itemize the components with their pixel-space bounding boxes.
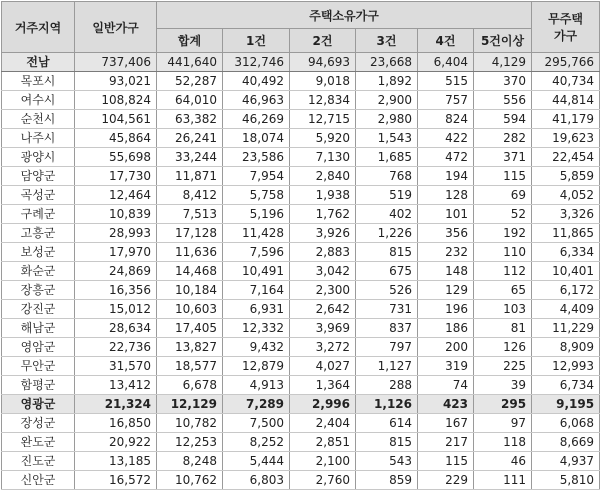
value-cell: 8,669: [532, 433, 600, 452]
value-cell: 111: [474, 471, 532, 490]
value-cell: 6,931: [223, 300, 290, 319]
table-row: [2, 205, 600, 224]
value-cell: 128: [418, 186, 474, 205]
value-cell: 33,244: [157, 148, 223, 167]
value-cell: 12,879: [223, 357, 290, 376]
value-cell: 757: [418, 91, 474, 110]
value-cell: 5,810: [532, 471, 600, 490]
table-row: [2, 186, 600, 205]
value-cell: 12,993: [532, 357, 600, 376]
value-cell: 675: [356, 262, 418, 281]
value-cell: 815: [356, 243, 418, 262]
value-cell: 93,021: [75, 72, 157, 91]
value-cell: 46: [474, 452, 532, 471]
value-cell: 3,272: [290, 338, 356, 357]
value-cell: 9,018: [290, 72, 356, 91]
value-cell: 24,869: [75, 262, 157, 281]
region-cell: 전남: [2, 53, 75, 72]
value-cell: 22,454: [532, 148, 600, 167]
value-cell: 526: [356, 281, 418, 300]
table-row: [2, 357, 600, 376]
value-cell: 23,586: [223, 148, 290, 167]
value-cell: 2,840: [290, 167, 356, 186]
housing-ownership-table: [1, 1, 600, 490]
table-row: [2, 224, 600, 243]
region-cell: 강진군: [2, 300, 75, 319]
value-cell: 7,596: [223, 243, 290, 262]
table-row: [2, 319, 600, 338]
table-row: [2, 376, 600, 395]
value-cell: 108,824: [75, 91, 157, 110]
value-cell: 104,561: [75, 110, 157, 129]
value-cell: 13,412: [75, 376, 157, 395]
header-3-houses: 3건: [356, 29, 418, 53]
value-cell: 74: [418, 376, 474, 395]
header-non-owner-households: [532, 2, 600, 53]
value-cell: 118: [474, 433, 532, 452]
header-total: 합계: [157, 29, 223, 53]
value-cell: 6,172: [532, 281, 600, 300]
value-cell: 5,444: [223, 452, 290, 471]
value-cell: 69: [474, 186, 532, 205]
value-cell: 1,543: [356, 129, 418, 148]
value-cell: 110: [474, 243, 532, 262]
value-cell: 737,406: [75, 53, 157, 72]
value-cell: 10,603: [157, 300, 223, 319]
header-region: 거주지역: [2, 2, 75, 53]
value-cell: 371: [474, 148, 532, 167]
value-cell: 824: [418, 110, 474, 129]
value-cell: 731: [356, 300, 418, 319]
value-cell: 797: [356, 338, 418, 357]
table-row: [2, 148, 600, 167]
value-cell: 2,642: [290, 300, 356, 319]
region-cell: 화순군: [2, 262, 75, 281]
value-cell: 423: [418, 395, 474, 414]
value-cell: 12,834: [290, 91, 356, 110]
value-cell: 23,668: [356, 53, 418, 72]
value-cell: 4,913: [223, 376, 290, 395]
value-cell: 3,926: [290, 224, 356, 243]
value-cell: 40,734: [532, 72, 600, 91]
table-header: [2, 2, 600, 53]
region-cell: 순천시: [2, 110, 75, 129]
value-cell: 8,252: [223, 433, 290, 452]
region-cell: 신안군: [2, 471, 75, 490]
value-cell: 2,760: [290, 471, 356, 490]
region-cell: 나주시: [2, 129, 75, 148]
value-cell: 45,864: [75, 129, 157, 148]
value-cell: 46,269: [223, 110, 290, 129]
value-cell: 6,404: [418, 53, 474, 72]
value-cell: 13,827: [157, 338, 223, 357]
value-cell: 229: [418, 471, 474, 490]
header-1-house: 1건: [223, 29, 290, 53]
value-cell: 543: [356, 452, 418, 471]
value-cell: 14,468: [157, 262, 223, 281]
value-cell: 10,491: [223, 262, 290, 281]
value-cell: 11,871: [157, 167, 223, 186]
region-cell: 여수시: [2, 91, 75, 110]
table-row: [2, 110, 600, 129]
value-cell: 94,693: [290, 53, 356, 72]
table-body: [2, 53, 600, 490]
value-cell: 17,128: [157, 224, 223, 243]
value-cell: 16,850: [75, 414, 157, 433]
value-cell: 26,241: [157, 129, 223, 148]
region-cell: 진도군: [2, 452, 75, 471]
value-cell: 11,636: [157, 243, 223, 262]
value-cell: 4,409: [532, 300, 600, 319]
value-cell: 19,623: [532, 129, 600, 148]
value-cell: 16,356: [75, 281, 157, 300]
value-cell: 18,577: [157, 357, 223, 376]
value-cell: 3,326: [532, 205, 600, 224]
value-cell: 402: [356, 205, 418, 224]
value-cell: 9,195: [532, 395, 600, 414]
value-cell: 10,184: [157, 281, 223, 300]
region-cell: 함평군: [2, 376, 75, 395]
value-cell: 6,334: [532, 243, 600, 262]
table-row: [2, 129, 600, 148]
region-cell: 고흥군: [2, 224, 75, 243]
value-cell: 192: [474, 224, 532, 243]
value-cell: 6,803: [223, 471, 290, 490]
value-cell: 7,500: [223, 414, 290, 433]
value-cell: 17,730: [75, 167, 157, 186]
table-row: [2, 338, 600, 357]
value-cell: 1,364: [290, 376, 356, 395]
value-cell: 41,179: [532, 110, 600, 129]
table-row: [2, 262, 600, 281]
value-cell: 232: [418, 243, 474, 262]
value-cell: 1,126: [356, 395, 418, 414]
value-cell: 18,074: [223, 129, 290, 148]
value-cell: 200: [418, 338, 474, 357]
value-cell: 40,492: [223, 72, 290, 91]
table-row: [2, 414, 600, 433]
header-2-houses: 2건: [290, 29, 356, 53]
value-cell: 422: [418, 129, 474, 148]
value-cell: 2,404: [290, 414, 356, 433]
header-general-households: 일반가구: [75, 2, 157, 53]
value-cell: 4,027: [290, 357, 356, 376]
region-cell: 영광군: [2, 395, 75, 414]
value-cell: 225: [474, 357, 532, 376]
value-cell: 126: [474, 338, 532, 357]
value-cell: 4,937: [532, 452, 600, 471]
header-non-owner-line1: 무주택: [548, 12, 583, 26]
region-cell: 구례군: [2, 205, 75, 224]
value-cell: 5,859: [532, 167, 600, 186]
value-cell: 12,715: [290, 110, 356, 129]
table-row: [2, 167, 600, 186]
value-cell: 52,287: [157, 72, 223, 91]
header-5-plus-houses: 5건이상: [474, 29, 532, 53]
region-cell: 완도군: [2, 433, 75, 452]
header-owner-households: 주택소유가구: [157, 2, 532, 29]
value-cell: 194: [418, 167, 474, 186]
value-cell: 472: [418, 148, 474, 167]
value-cell: 837: [356, 319, 418, 338]
value-cell: 12,464: [75, 186, 157, 205]
value-cell: 7,289: [223, 395, 290, 414]
value-cell: 28,993: [75, 224, 157, 243]
value-cell: 63,382: [157, 110, 223, 129]
value-cell: 768: [356, 167, 418, 186]
table-row: [2, 452, 600, 471]
value-cell: 65: [474, 281, 532, 300]
value-cell: 103: [474, 300, 532, 319]
value-cell: 295: [474, 395, 532, 414]
value-cell: 8,412: [157, 186, 223, 205]
value-cell: 370: [474, 72, 532, 91]
value-cell: 64,010: [157, 91, 223, 110]
value-cell: 10,401: [532, 262, 600, 281]
value-cell: 288: [356, 376, 418, 395]
value-cell: 129: [418, 281, 474, 300]
value-cell: 11,865: [532, 224, 600, 243]
table-row: [2, 72, 600, 91]
value-cell: 556: [474, 91, 532, 110]
value-cell: 31,570: [75, 357, 157, 376]
region-cell: 영암군: [2, 338, 75, 357]
value-cell: 52: [474, 205, 532, 224]
value-cell: 13,185: [75, 452, 157, 471]
value-cell: 295,766: [532, 53, 600, 72]
value-cell: 22,736: [75, 338, 157, 357]
value-cell: 6,734: [532, 376, 600, 395]
value-cell: 16,572: [75, 471, 157, 490]
value-cell: 6,068: [532, 414, 600, 433]
value-cell: 55,698: [75, 148, 157, 167]
value-cell: 1,685: [356, 148, 418, 167]
value-cell: 356: [418, 224, 474, 243]
value-cell: 11,428: [223, 224, 290, 243]
value-cell: 21,324: [75, 395, 157, 414]
value-cell: 3,969: [290, 319, 356, 338]
value-cell: 12,332: [223, 319, 290, 338]
value-cell: 5,196: [223, 205, 290, 224]
value-cell: 2,980: [356, 110, 418, 129]
value-cell: 10,762: [157, 471, 223, 490]
value-cell: 112: [474, 262, 532, 281]
value-cell: 5,758: [223, 186, 290, 205]
value-cell: 8,909: [532, 338, 600, 357]
value-cell: 859: [356, 471, 418, 490]
value-cell: 81: [474, 319, 532, 338]
value-cell: 614: [356, 414, 418, 433]
value-cell: 17,405: [157, 319, 223, 338]
value-cell: 312,746: [223, 53, 290, 72]
value-cell: 196: [418, 300, 474, 319]
value-cell: 10,782: [157, 414, 223, 433]
value-cell: 2,883: [290, 243, 356, 262]
value-cell: 5,920: [290, 129, 356, 148]
value-cell: 44,814: [532, 91, 600, 110]
region-cell: 목포시: [2, 72, 75, 91]
value-cell: 815: [356, 433, 418, 452]
value-cell: 46,963: [223, 91, 290, 110]
table-row: [2, 433, 600, 452]
value-cell: 1,226: [356, 224, 418, 243]
table-row: [2, 395, 600, 414]
value-cell: 7,130: [290, 148, 356, 167]
value-cell: 441,640: [157, 53, 223, 72]
value-cell: 167: [418, 414, 474, 433]
value-cell: 2,996: [290, 395, 356, 414]
table-row: [2, 300, 600, 319]
value-cell: 11,229: [532, 319, 600, 338]
value-cell: 148: [418, 262, 474, 281]
value-cell: 1,762: [290, 205, 356, 224]
table-row: [2, 53, 600, 72]
table-row: [2, 243, 600, 262]
value-cell: 1,127: [356, 357, 418, 376]
value-cell: 20,922: [75, 433, 157, 452]
header-non-owner-line2: 가구: [553, 29, 578, 43]
value-cell: 282: [474, 129, 532, 148]
table-row: [2, 91, 600, 110]
region-cell: 곡성군: [2, 186, 75, 205]
value-cell: 186: [418, 319, 474, 338]
value-cell: 6,678: [157, 376, 223, 395]
region-cell: 광양시: [2, 148, 75, 167]
region-cell: 담양군: [2, 167, 75, 186]
value-cell: 97: [474, 414, 532, 433]
value-cell: 9,432: [223, 338, 290, 357]
value-cell: 4,052: [532, 186, 600, 205]
value-cell: 1,892: [356, 72, 418, 91]
value-cell: 2,300: [290, 281, 356, 300]
value-cell: 1,938: [290, 186, 356, 205]
value-cell: 15,012: [75, 300, 157, 319]
region-cell: 무안군: [2, 357, 75, 376]
value-cell: 12,129: [157, 395, 223, 414]
value-cell: 2,851: [290, 433, 356, 452]
region-cell: 장흥군: [2, 281, 75, 300]
value-cell: 10,839: [75, 205, 157, 224]
value-cell: 217: [418, 433, 474, 452]
table-row: [2, 281, 600, 300]
value-cell: 28,634: [75, 319, 157, 338]
region-cell: 장성군: [2, 414, 75, 433]
region-cell: 해남군: [2, 319, 75, 338]
value-cell: 101: [418, 205, 474, 224]
header-4-houses: 4건: [418, 29, 474, 53]
value-cell: 515: [418, 72, 474, 91]
value-cell: 39: [474, 376, 532, 395]
value-cell: 2,100: [290, 452, 356, 471]
value-cell: 4,129: [474, 53, 532, 72]
value-cell: 519: [356, 186, 418, 205]
value-cell: 8,248: [157, 452, 223, 471]
value-cell: 7,954: [223, 167, 290, 186]
table-row: [2, 471, 600, 490]
value-cell: 3,042: [290, 262, 356, 281]
value-cell: 594: [474, 110, 532, 129]
value-cell: 2,900: [356, 91, 418, 110]
value-cell: 115: [474, 167, 532, 186]
value-cell: 7,513: [157, 205, 223, 224]
value-cell: 115: [418, 452, 474, 471]
value-cell: 319: [418, 357, 474, 376]
value-cell: 12,253: [157, 433, 223, 452]
value-cell: 17,970: [75, 243, 157, 262]
value-cell: 7,164: [223, 281, 290, 300]
region-cell: 보성군: [2, 243, 75, 262]
